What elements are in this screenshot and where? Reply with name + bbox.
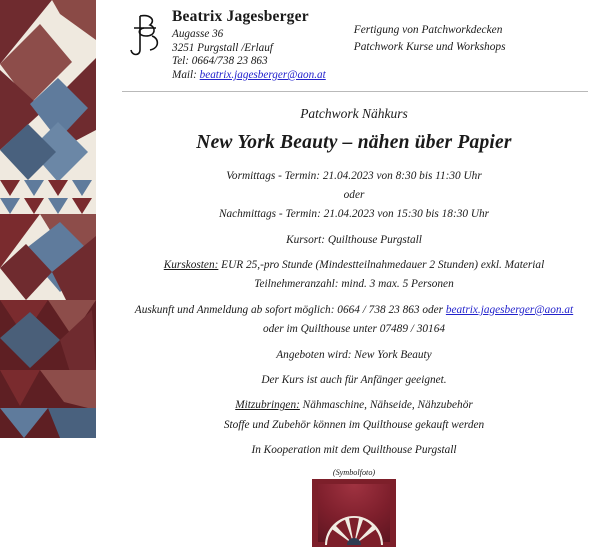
cooperation-note: In Kooperation mit dem Quilthouse Purgstall (251, 444, 457, 457)
course-kicker: Patchwork Nähkurs (300, 105, 408, 121)
tagline-line-1: Fertigung von Patchworkdecken (353, 24, 503, 36)
schedule-afternoon: Nachmittags - Termin: 21.04.2023 von 15:30 bis 18:30 Uhr (218, 208, 490, 221)
contact-prefix: Auskunft und Anmeldung ab sofort möglich: 0664 / 738 23 863 oder (134, 303, 446, 316)
contact-secondary: oder im Quilthouse unter 07489 / 30164 (263, 323, 445, 336)
document-body (108, 0, 600, 478)
course-costs (122, 257, 586, 273)
business-name: Beatrix Jagesberger (172, 8, 309, 25)
offering-line: Angeboten wird: New York Beauty (276, 348, 432, 361)
course-title: New York Beauty – nähen über Papier (196, 131, 512, 153)
bring-label: Mitzubringen: (235, 399, 300, 412)
costs-text: EUR 25,-pro Stunde (Mindestteilnahmedauer 2 Stunden) exkl. Material (218, 259, 545, 272)
new-york-beauty-cushion-photo (312, 479, 396, 547)
email-label: Mail: (172, 68, 197, 81)
photo-caption: (Symbolfoto) (332, 468, 376, 478)
phone-line: Tel: 0664/738 23 863 (172, 55, 268, 68)
bring-items (122, 397, 586, 413)
costs-label: Kurskosten: (163, 259, 219, 272)
contact-block (170, 8, 326, 83)
email-link[interactable]: beatrix.jagesberger@aon.at (199, 68, 326, 81)
schedule-separator: oder (343, 188, 365, 201)
bring-text: Nähmaschine, Nähseide, Nähzubehör (299, 399, 473, 412)
contact-info (122, 302, 586, 318)
beginner-note: Der Kurs ist auch für Anfänger geeignet. (261, 373, 447, 386)
address-line-2: 3251 Purgstall /Erlauf (172, 41, 273, 54)
email-line (172, 69, 326, 83)
participant-count: Teilnehmeranzahl: mind. 3 max. 5 Personen (254, 278, 454, 291)
quilt-pattern-graphic (0, 0, 108, 438)
contact-email-link[interactable]: beatrix.jagesberger@aon.at (445, 303, 574, 316)
course-location: Kursort: Quilthouse Purgstall (286, 233, 422, 246)
address-line-1: Augasse 36 (172, 27, 224, 40)
quilt-fan-graphic (323, 509, 385, 545)
course-announcement (108, 92, 600, 547)
bring-secondary: Stoffe und Zubehör können im Quilthouse gekauft werden (223, 418, 485, 431)
tagline-line-2: Patchwork Kurse und Workshops (353, 40, 506, 53)
decorative-quilt-border (0, 0, 108, 438)
letterhead (108, 0, 600, 89)
schedule-morning: Vormittags - Termin: 21.04.2023 von 8:30 bis 11:30 Uhr (226, 169, 482, 182)
photo-container (122, 479, 586, 547)
monogram-bj-icon (126, 8, 170, 58)
services-tagline (354, 8, 506, 55)
